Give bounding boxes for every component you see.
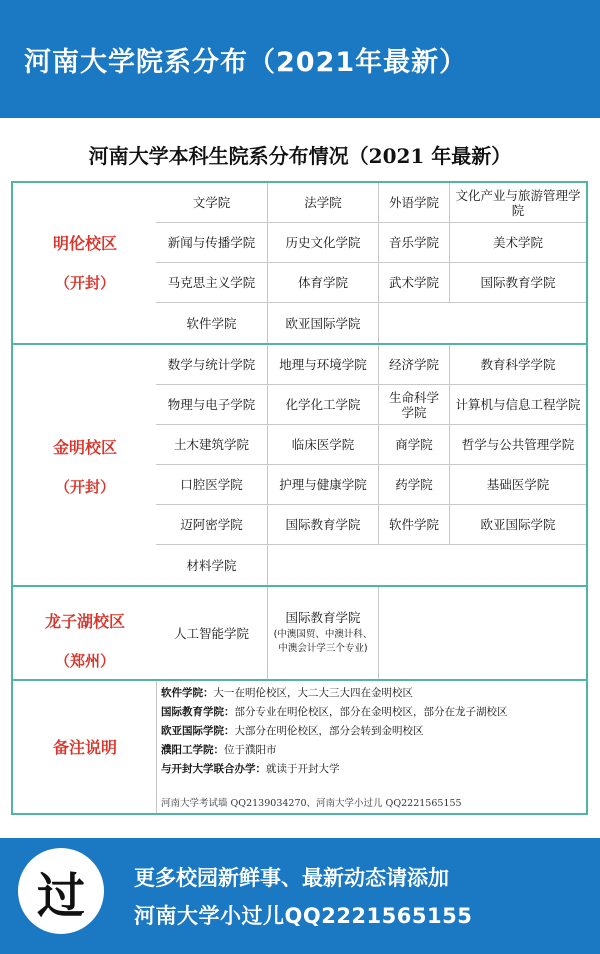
table-cell: 经济学院 bbox=[379, 345, 450, 385]
note-key: 与开封大学联合办学： bbox=[161, 763, 266, 775]
college-note: 中澳会计学三个专业) bbox=[278, 643, 368, 654]
table-cell: 新闻与传播学院 bbox=[156, 223, 268, 263]
campus-name: 金明校区 bbox=[52, 438, 117, 457]
note-item bbox=[161, 741, 508, 760]
notes-divider bbox=[156, 681, 157, 813]
table-cell: 文学院 bbox=[156, 183, 268, 223]
note-text: 部分专业在明伦校区，部分在金明校区，部分在龙子湖校区 bbox=[234, 706, 508, 718]
campus-divider bbox=[13, 679, 586, 681]
table-cell: 生命科学学院 bbox=[379, 385, 450, 425]
note-text: 大部分在明伦校区，部分会转到金明校区 bbox=[234, 725, 424, 737]
contact-line: 河南大学考试墙 QQ2139034270、河南大学小过儿 QQ2221565155 bbox=[161, 798, 462, 809]
table-cell: 体育学院 bbox=[268, 263, 379, 303]
table-cell: 国际教育学院 bbox=[268, 505, 379, 545]
note-item bbox=[161, 722, 508, 741]
table-cell: 人工智能学院 bbox=[156, 587, 268, 679]
campus-longzihu bbox=[13, 609, 157, 671]
top-banner bbox=[0, 0, 600, 118]
table-cell: 迈阿密学院 bbox=[156, 505, 268, 545]
table-cell: 武术学院 bbox=[379, 263, 450, 303]
document-title: 河南大学本科生院系分布情况（2021 年最新） bbox=[88, 144, 512, 168]
table-cell: 哲学与公共管理学院 bbox=[450, 425, 586, 465]
note-key: 软件学院： bbox=[161, 687, 214, 699]
note-key: 欧亚国际学院： bbox=[161, 725, 235, 737]
campus-city: （开封） bbox=[54, 478, 115, 496]
note-key: 国际教育学院： bbox=[161, 706, 235, 718]
table-cell bbox=[268, 587, 379, 679]
campus-minglun bbox=[13, 231, 157, 293]
table-cell: 法学院 bbox=[268, 183, 379, 223]
campus-jinming bbox=[13, 435, 157, 497]
note-text: 就读于开封大学 bbox=[266, 763, 340, 775]
campus-city: （开封） bbox=[54, 274, 115, 292]
logo-text: 过 bbox=[36, 867, 85, 924]
table-cell: 材料学院 bbox=[156, 545, 268, 585]
table-cell: 音乐学院 bbox=[379, 223, 450, 263]
campus-name: 明伦校区 bbox=[52, 234, 117, 253]
table-cell: 药学院 bbox=[379, 465, 450, 505]
logo bbox=[18, 848, 104, 934]
college-name: 国际教育学院 bbox=[285, 610, 361, 625]
table-cell: 马克思主义学院 bbox=[156, 263, 268, 303]
table-cell: 化学化工学院 bbox=[268, 385, 379, 425]
table-cell: 历史文化学院 bbox=[268, 223, 379, 263]
table-cell: 数学与统计学院 bbox=[156, 345, 268, 385]
college-distribution-table bbox=[11, 181, 588, 815]
bottom-banner bbox=[0, 838, 600, 954]
note-key: 濮阳工学院： bbox=[161, 744, 224, 756]
table-cell: 教育科学学院 bbox=[450, 345, 586, 385]
campus-name: 龙子湖校区 bbox=[44, 612, 125, 631]
table-cell: 欧亚国际学院 bbox=[268, 303, 379, 343]
table-cell: 欧亚国际学院 bbox=[450, 505, 586, 545]
note-text: 大一在明伦校区，大二大三大四在金明校区 bbox=[213, 687, 413, 699]
table-cell: 临床医学院 bbox=[268, 425, 379, 465]
note-item bbox=[161, 703, 508, 722]
table-cell: 土木建筑学院 bbox=[156, 425, 268, 465]
table-cell: 商学院 bbox=[379, 425, 450, 465]
table-cell: 国际教育学院 bbox=[450, 263, 586, 303]
table-cell: 软件学院 bbox=[379, 505, 450, 545]
note-item bbox=[161, 684, 508, 703]
table-cell: 美术学院 bbox=[450, 223, 586, 263]
table-cell: 口腔医学院 bbox=[156, 465, 268, 505]
note-text: 位于濮阳市 bbox=[224, 744, 277, 756]
table-cell: 计算机与信息工程学院 bbox=[450, 385, 586, 425]
promo-line-1: 更多校园新鲜事、最新动态请添加 bbox=[134, 866, 449, 890]
notes-list bbox=[161, 684, 508, 779]
table-cell: 软件学院 bbox=[156, 303, 268, 343]
page-title: 河南大学院系分布（2021年最新） bbox=[24, 47, 468, 78]
table-cell: 基础医学院 bbox=[450, 465, 586, 505]
notes-label: 备注说明 bbox=[52, 738, 117, 757]
promo-line-2: 河南大学小过儿QQ2221565155 bbox=[134, 904, 473, 928]
campus-city: （郑州） bbox=[54, 652, 115, 670]
college-note: (中澳国贸、中澳计科、 bbox=[273, 629, 373, 640]
notes-section-label bbox=[13, 735, 157, 758]
table-cell: 文化产业与旅游管理学院 bbox=[450, 183, 586, 223]
table-cell: 外语学院 bbox=[379, 183, 450, 223]
table-cell: 物理与电子学院 bbox=[156, 385, 268, 425]
note-item bbox=[161, 760, 508, 779]
table-cell: 护理与健康学院 bbox=[268, 465, 379, 505]
table-cell: 地理与环境学院 bbox=[268, 345, 379, 385]
